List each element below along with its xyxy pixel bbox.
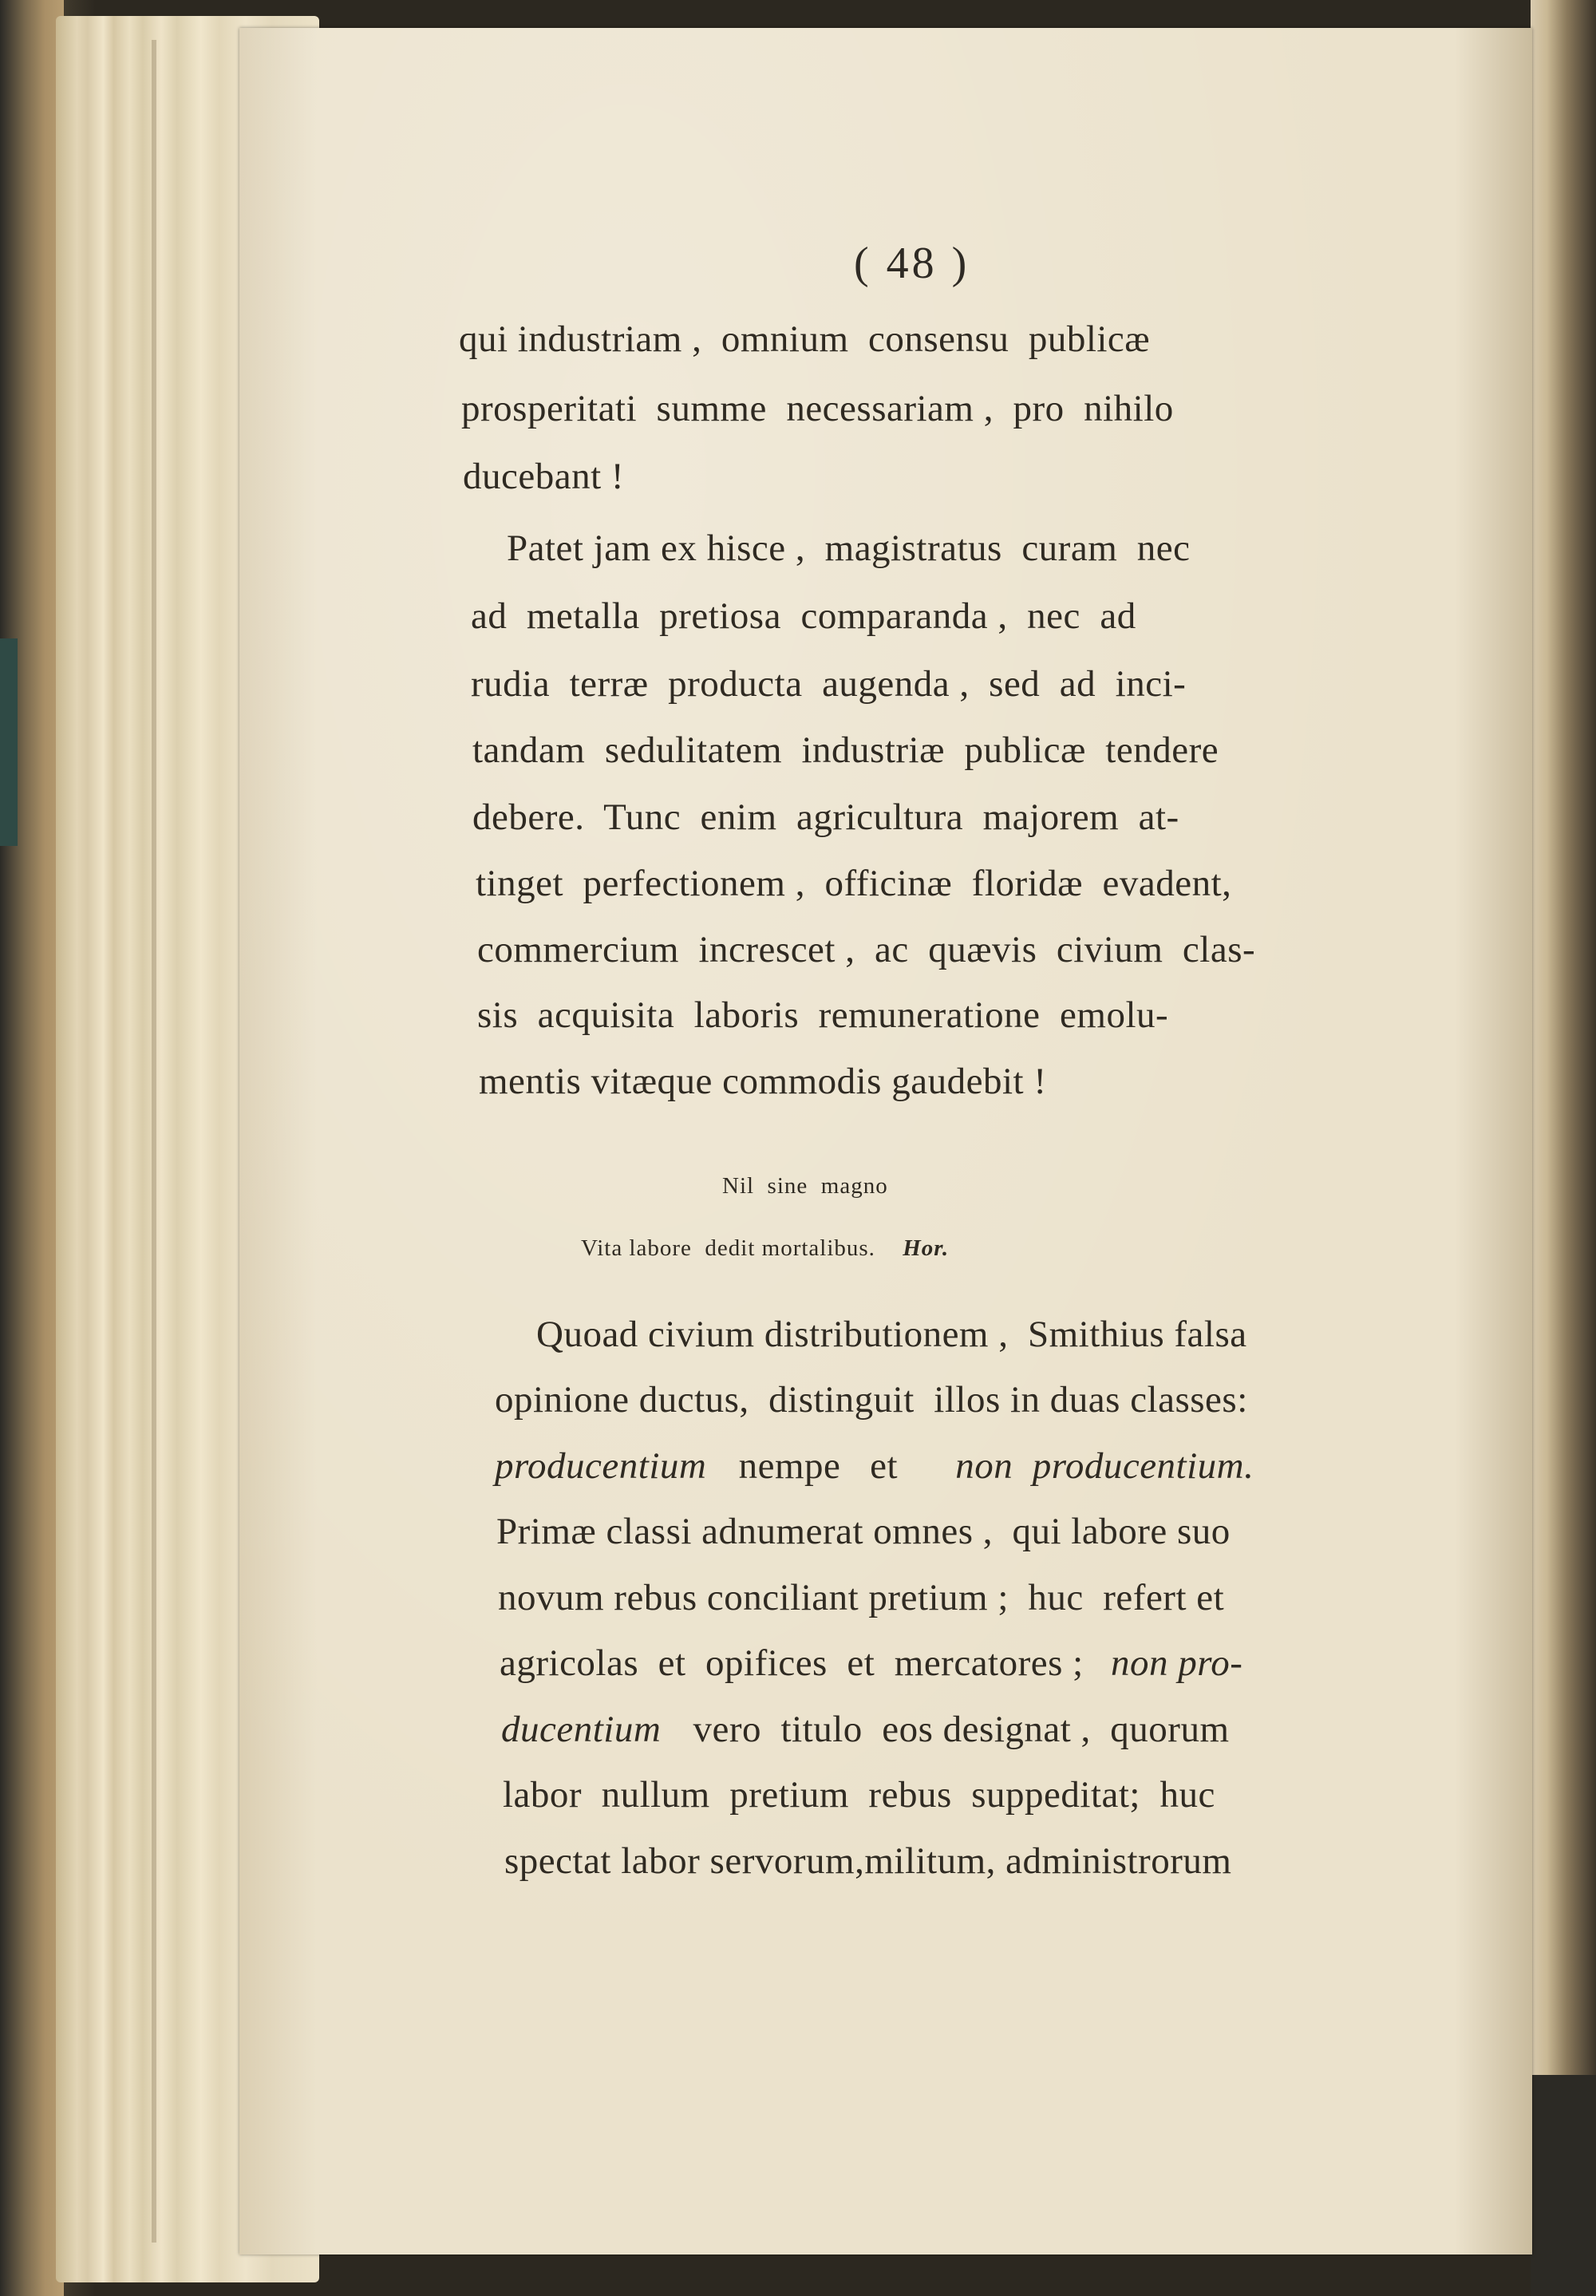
quote-author: Hor. [903,1235,950,1261]
text-line-content: ad metalla pretiosa comparanda , nec ad [471,595,1136,637]
text-line-content: tandam sedulitatem industriæ publicæ tendere [472,729,1219,771]
text-line [471,662,1186,705]
quote-line-1 [722,1173,888,1199]
text-line-content: agricolas et opifices et mercatores ; [500,1642,1084,1684]
text-line-content: novum rebus conciliant pretium ; huc refert et [498,1577,1225,1618]
quote-line-2 [581,1235,949,1262]
text-line-content: vero titulo eos designat , quorum [693,1709,1230,1750]
text-line [498,1576,1224,1619]
left-book-cover [0,0,64,2296]
italic-term: non producentium. [955,1445,1254,1487]
text-line-content: tinget perfectionem , officinæ floridæ evadent, [476,863,1232,904]
text-line [476,862,1231,905]
text-line [503,1773,1215,1816]
text-line [501,1708,1230,1751]
text-line-content: qui industriam , omnium consensu publicæ [459,318,1151,360]
text-line [507,527,1190,570]
text-line [461,387,1379,430]
text-line-content: nempe et [738,1445,899,1487]
text-line [463,455,624,498]
text-line-content: labor nullum pretium rebus suppeditat; huc [503,1774,1215,1816]
text-line [472,729,1219,772]
text-line [495,1378,1248,1421]
text-line [477,928,1255,971]
text-line-content: Patet jam ex hisce , magistratus curam nec [507,528,1191,569]
page-number: ( 48 ) [854,239,970,288]
right-book-cover [1531,0,1596,2296]
text-line [495,1444,1254,1488]
italic-term: non pro- [1110,1642,1243,1684]
text-line-content: debere. Tunc enim agricultura majorem at- [472,796,1179,838]
quote-text: Vita labore dedit mortalibus. [581,1235,875,1261]
text-line [504,1840,1231,1883]
text-line-content: commercium increscet , ac quævis civium clas- [477,929,1256,970]
text-line-content: opinione ductus, distinguit illos in duas classes: [495,1379,1248,1421]
italic-term: ducentium [501,1709,662,1750]
text-line-content: spectat labor servorum,militum, administrorum [504,1840,1232,1882]
text-line-content: Quoad civium distributionem , Smithius falsa [536,1314,1247,1355]
left-cover-band [0,638,18,846]
text-line-content: mentis vitæque commodis gaudebit ! [479,1061,1047,1102]
text-line-content: sis acquisita laboris remuneratione emolu- [477,994,1169,1036]
text-line-content: rudia terræ producta augenda , sed ad inci- [471,663,1187,705]
text-line [459,318,1381,361]
text-line [477,994,1168,1037]
right-cover-shadow [1531,2075,1596,2296]
text-line-content: prosperitati summe necessariam , pro nihilo [461,388,1174,429]
book-page [239,28,1532,2255]
text-line [496,1510,1231,1553]
text-line [471,595,1136,638]
text-line [536,1313,1247,1356]
quote-text: Nil sine magno [722,1173,888,1199]
text-line [479,1060,1046,1103]
text-line [472,796,1179,839]
text-line [500,1642,1242,1685]
text-line-content: ducebant ! [463,456,625,497]
italic-term: producentium [495,1445,707,1487]
text-line-content: Primæ classi adnumerat omnes , qui labore suo [496,1511,1231,1552]
